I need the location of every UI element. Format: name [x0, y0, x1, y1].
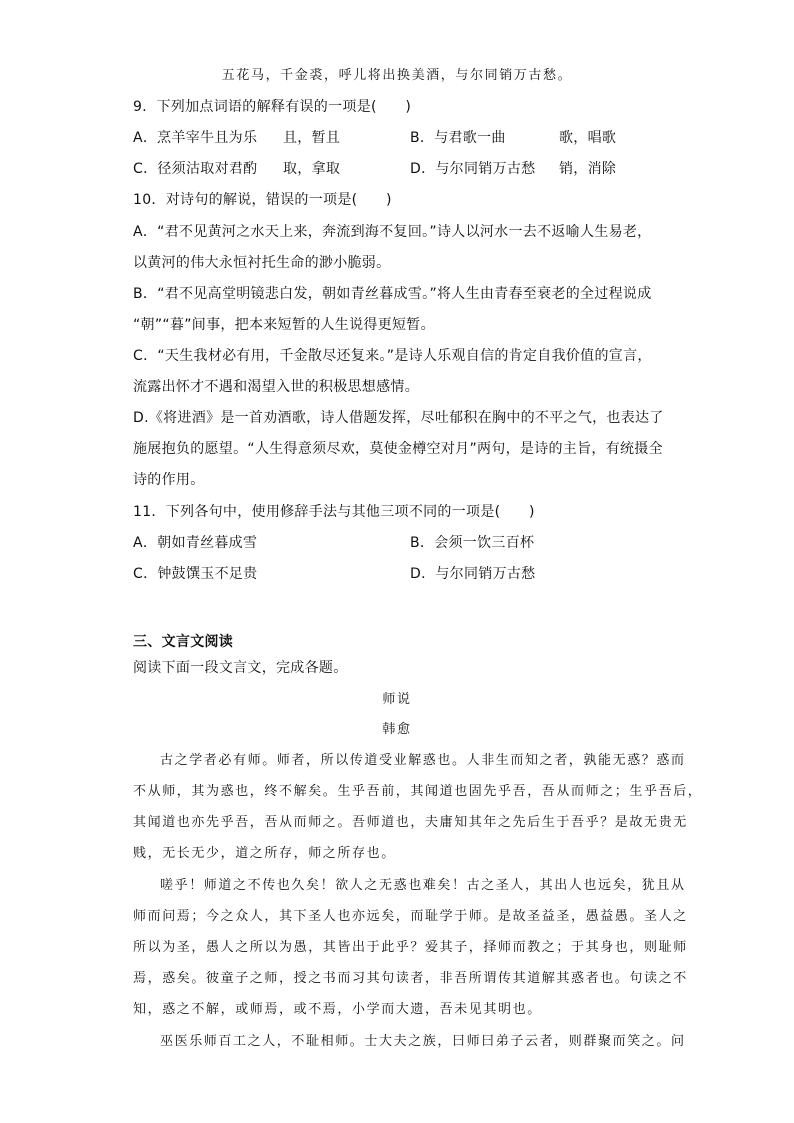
passage-line: 其闻道也亦先乎吾，吾从而师之。吾师道也，夫庸知其年之先后生于吾乎？是故无贵无: [133, 815, 688, 830]
q10-option-d-line-2: 施展抱负的愿望。“人生得意须尽欢，莫使金樽空对月”两句，是诗的主旨，有统摄全: [133, 441, 663, 457]
q10-option-a-line-1: A．“君不见黄河之水天上来，奔流到海不复回。”诗人以河水一去不返喻人生易老，: [133, 224, 652, 240]
passage-line: 古之学者必有师。师者，所以传道受业解惑也。人非生而知之者，孰能无惑？惑而: [160, 753, 686, 768]
q10-option-b-line-1: B．“君不见高堂明镜悲白发，朝如青丝暮成雪。”将人生由青春至衰老的全过程说成: [133, 286, 652, 302]
q10-option-a-line-2: 以黄河的伟大永恒衬托生命的渺小脆弱。: [133, 255, 391, 271]
q10-option-d-line-3: 诗的作用。: [133, 472, 205, 488]
q9-option-d-gloss: 销，消除: [559, 161, 617, 177]
passage-author: 韩愈: [382, 722, 412, 737]
question-11-stem: 11．下列各句中，使用修辞手法与其他三项不同的一项是( ): [133, 504, 535, 520]
q10-option-d-line-1: D.《将进酒》是一首劝酒歌，诗人借题发挥，尽吐郁积在胸中的不平之气，也表达了: [133, 410, 664, 426]
q11-option-a: A．朝如青丝暮成雪: [133, 535, 258, 551]
q11-option-c: C．钟鼓馔玉不足贵: [133, 566, 258, 582]
passage-line: 所以为圣，愚人之所以为愚，其皆出于此乎？爱其子，择师而教之；于其身也，则耻师: [133, 940, 688, 955]
passage-line: 不从师，其为惑也，终不解矣。生乎吾前，其闻道也固先乎吾，吾从而师之；生乎吾后，: [133, 784, 703, 799]
question-10-stem: 10．对诗句的解说，错误的一项是( ): [133, 192, 392, 208]
q9-option-a-gloss: 且，暂且: [283, 130, 341, 146]
poem-closing-line: 五花马，千金裘，呼儿将出换美酒，与尔同销万古愁。: [221, 68, 573, 83]
q9-option-b-gloss: 歌，唱歌: [559, 130, 617, 146]
passage-line: 师而问焉；今之众人，其下圣人也亦远矣，而耻学于师。是故圣益圣，愚益愚。圣人之: [133, 909, 688, 924]
q9-option-d: D．与尔同销万古愁: [410, 161, 536, 177]
q9-option-c: C．径须沽取对君酌: [133, 161, 258, 177]
passage-line: 嗟乎！师道之不传也久矣！欲人之无惑也难矣！古之圣人，其出人也远矣，犹且从: [160, 878, 686, 893]
q9-option-a: A．烹羊宰牛且为乐: [133, 130, 258, 146]
passage-line: 贱，无长无少，道之所存，师之所存也。: [133, 846, 396, 861]
q10-option-c-line-2: 流露出怀才不遇和渴望入世的积极思想感情。: [133, 379, 419, 395]
section-instruction: 阅读下面一段文言文，完成各题。: [133, 660, 348, 676]
passage-line: 知，惑之不解，或师焉，或不焉，小学而大遗，吾未见其明也。: [133, 1002, 542, 1017]
q9-option-c-gloss: 取，拿取: [283, 161, 341, 177]
q10-option-b-line-2: “朝”“暮”间事，把本来短暂的人生说得更短暂。: [133, 317, 435, 333]
passage-line: 焉，惑矣。彼童子之师，授之书而习其句读者，非吾所谓传其道解其惑者也。句读之不: [133, 971, 688, 986]
q9-option-b: B．与君歌一曲: [410, 130, 506, 146]
q11-option-d: D．与尔同销万古愁: [410, 566, 536, 582]
question-9-stem: 9．下列加点词语的解释有误的一项是( ): [133, 99, 412, 115]
section-heading: 三、文言文阅读: [133, 634, 234, 650]
passage-line: 巫医乐师百工之人，不耻相师。士大夫之族，曰师曰弟子云者，则群聚而笑之。问: [160, 1034, 686, 1049]
q10-option-c-line-1: C．“天生我材必有用，千金散尽还复来。”是诗人乐观自信的肯定自我价值的宣言，: [133, 348, 652, 364]
passage-title: 师说: [382, 692, 412, 707]
q11-option-b: B．会须一饮三百杯: [410, 535, 535, 551]
